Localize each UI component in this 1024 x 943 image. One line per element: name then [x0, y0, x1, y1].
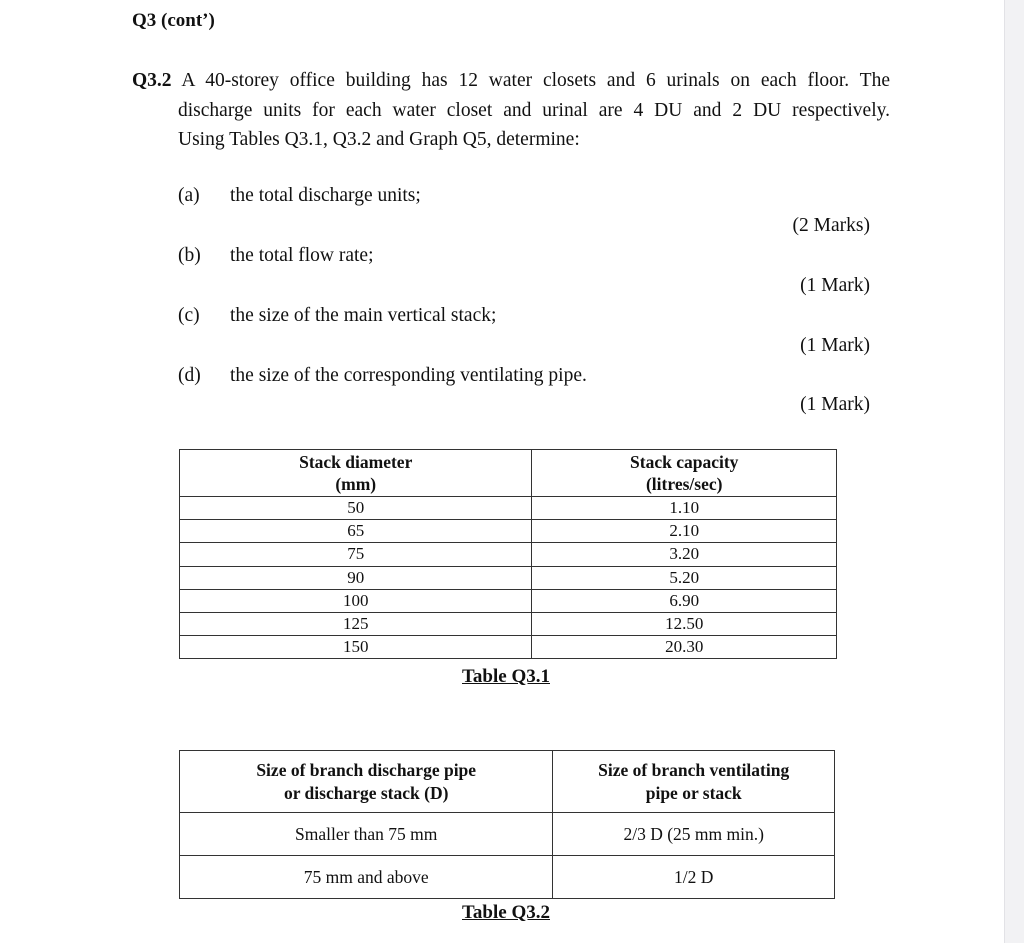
table-q3-2-header-ventilating	[553, 751, 835, 813]
part-a-marks: (2 Marks)	[792, 215, 870, 236]
question-paragraph	[132, 66, 890, 155]
table-cell: 75 mm and above	[180, 856, 553, 899]
table-cell: 6.90	[532, 589, 837, 612]
table-row	[180, 636, 837, 659]
table-row	[180, 813, 835, 856]
question-text-1: A 40-storey office building has 12 water closets and 6 urinals on each floor. The	[181, 70, 890, 91]
table-row	[180, 497, 837, 520]
table-cell: 20.30	[532, 636, 837, 659]
table-q3-1-caption: Table Q3.1	[462, 666, 550, 687]
part-a-letter: (a)	[178, 185, 200, 206]
table-cell: 75	[180, 543, 532, 566]
header-text: (litres/sec)	[645, 474, 723, 494]
table-cell: 1/2 D	[553, 856, 835, 899]
part-d-marks: (1 Mark)	[800, 394, 870, 415]
question-line-2: discharge units for each water closet and urinal are 4 DU and 2 DU respectively.	[178, 99, 890, 121]
table-cell: 3.20	[532, 543, 837, 566]
table-cell: 2.10	[532, 520, 837, 543]
part-c-letter: (c)	[178, 305, 200, 326]
table-row	[180, 589, 837, 612]
table-cell: Smaller than 75 mm	[180, 813, 553, 856]
table-row	[180, 566, 837, 589]
table-q3-1-header-stack-diameter	[180, 450, 532, 497]
header-text: Size of branch ventilating	[598, 759, 790, 780]
table-cell: 90	[180, 566, 532, 589]
table-row	[180, 543, 837, 566]
table-row	[180, 520, 837, 543]
part-b-text: the total flow rate;	[230, 245, 374, 266]
table-cell: 5.20	[532, 566, 837, 589]
table-row	[180, 856, 835, 899]
table-row	[180, 612, 837, 635]
part-d-letter: (d)	[178, 365, 201, 386]
table-cell: 150	[180, 636, 532, 659]
table-cell: 1.10	[532, 497, 837, 520]
table-q3-1	[179, 449, 837, 659]
table-cell: 50	[180, 497, 532, 520]
table-q3-2	[179, 750, 835, 899]
part-d-text: the size of the corresponding ventilating pipe.	[230, 365, 587, 386]
table-cell: 125	[180, 612, 532, 635]
header-text: Size of branch discharge pipe	[256, 759, 477, 780]
table-cell: 65	[180, 520, 532, 543]
part-c-marks: (1 Mark)	[800, 335, 870, 356]
part-a-text: the total discharge units;	[230, 185, 421, 206]
table-q3-2-header-discharge	[180, 751, 553, 813]
question-line-3: Using Tables Q3.1, Q3.2 and Graph Q5, determine:	[178, 129, 580, 150]
table-q3-1-header-row	[180, 450, 837, 497]
header-text: (mm)	[335, 474, 377, 494]
part-b-marks: (1 Mark)	[800, 275, 870, 296]
part-b-letter: (b)	[178, 245, 201, 266]
table-cell: 100	[180, 589, 532, 612]
header-text: Stack diameter	[299, 452, 413, 472]
table-cell: 12.50	[532, 612, 837, 635]
table-q3-2-header-row	[180, 751, 835, 813]
question-line-1	[132, 66, 890, 96]
question-number: Q3.2	[132, 70, 172, 91]
header-text: pipe or stack	[645, 782, 742, 803]
table-q3-2-caption: Table Q3.2	[462, 902, 550, 923]
header-text: Stack capacity	[630, 452, 739, 472]
part-c-text: the size of the main vertical stack;	[230, 305, 497, 326]
table-cell: 2/3 D (25 mm min.)	[553, 813, 835, 856]
table-q3-1-header-stack-capacity	[532, 450, 837, 497]
section-heading: Q3 (cont’)	[132, 10, 215, 31]
header-text: or discharge stack (D)	[283, 782, 449, 803]
